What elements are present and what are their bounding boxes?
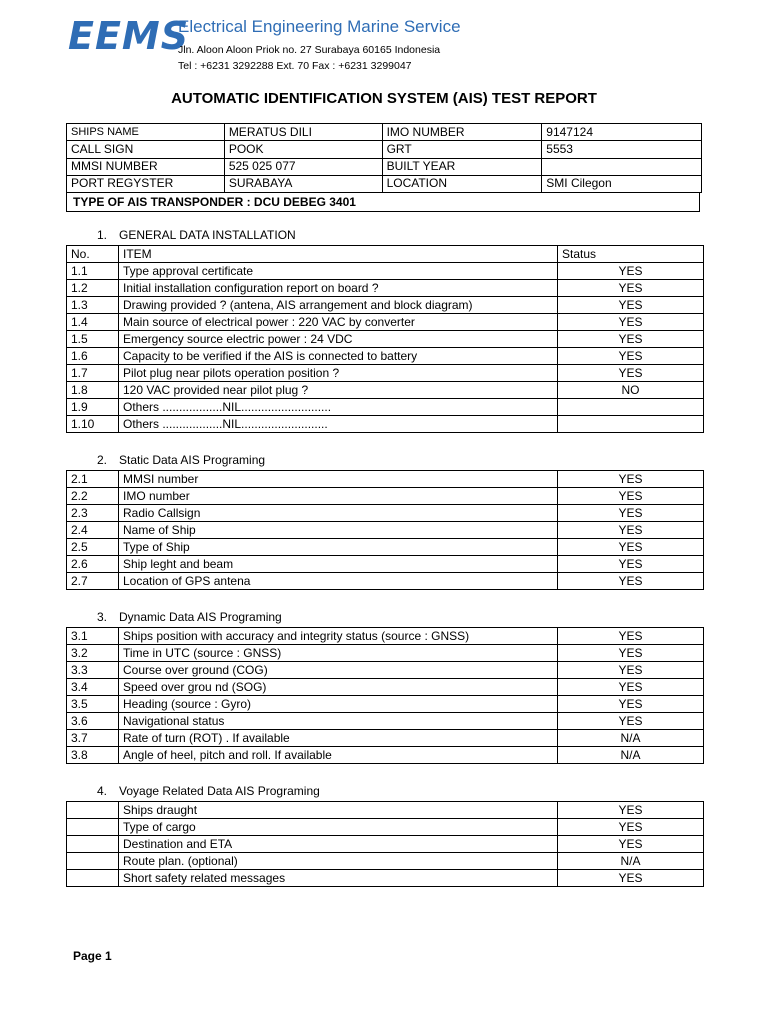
row-status: YES xyxy=(558,645,704,662)
table-header-row xyxy=(67,246,704,263)
row-status: YES xyxy=(558,505,704,522)
row-status: YES xyxy=(558,679,704,696)
ship-info-row xyxy=(67,158,702,175)
row-number: 2.3 xyxy=(67,505,119,522)
row-status: YES xyxy=(558,573,704,590)
table-row xyxy=(67,263,704,280)
row-item: Short safety related messages xyxy=(119,870,558,887)
section-number: 3. xyxy=(97,610,108,624)
table-row xyxy=(67,488,704,505)
row-number: 1.2 xyxy=(67,280,119,297)
section-title: Dynamic Data AIS Programing xyxy=(119,610,282,624)
row-status: N/A xyxy=(558,853,704,870)
row-item: Ships draught xyxy=(119,802,558,819)
section-title: Voyage Related Data AIS Programing xyxy=(119,784,320,798)
row-number xyxy=(67,870,119,887)
row-number: 1.6 xyxy=(67,348,119,365)
ship-info-label: PORT REGYSTER xyxy=(67,175,225,192)
row-number: 1.5 xyxy=(67,331,119,348)
table-row xyxy=(67,713,704,730)
section-heading xyxy=(97,453,265,467)
ship-info-row xyxy=(67,124,702,141)
row-number: 3.7 xyxy=(67,730,119,747)
ship-info-label: IMO NUMBER xyxy=(382,124,542,141)
row-number: 1.3 xyxy=(67,297,119,314)
row-status: YES xyxy=(558,348,704,365)
table-row xyxy=(67,870,704,887)
table-row xyxy=(67,802,704,819)
row-item: Navigational status xyxy=(119,713,558,730)
company-logo: EEMS xyxy=(68,14,190,58)
table-row xyxy=(67,314,704,331)
row-item: Type of Ship xyxy=(119,539,558,556)
table-row xyxy=(67,297,704,314)
row-item: Initial installation configuration report on board ? xyxy=(119,280,558,297)
row-item: Time in UTC (source : GNSS) xyxy=(119,645,558,662)
page-number: Page 1 xyxy=(73,949,112,963)
ship-info-label: GRT xyxy=(382,141,542,158)
company-contact: Tel : +6231 3292288 Ext. 70 Fax : +6231 3299047 xyxy=(178,60,412,72)
table-row xyxy=(67,853,704,870)
table-row xyxy=(67,505,704,522)
row-status: YES xyxy=(558,713,704,730)
table-row xyxy=(67,645,704,662)
section-heading xyxy=(97,228,296,242)
ship-info-value xyxy=(542,158,702,175)
table-row xyxy=(67,399,704,416)
row-status: YES xyxy=(558,488,704,505)
ship-info-value: 9147124 xyxy=(542,124,702,141)
section-title: GENERAL DATA INSTALLATION xyxy=(119,228,296,242)
row-status: YES xyxy=(558,314,704,331)
row-status: YES xyxy=(558,802,704,819)
ship-info-label: SHIPS NAME xyxy=(67,124,225,141)
row-status: YES xyxy=(558,870,704,887)
column-header-item: ITEM xyxy=(119,246,558,263)
ship-info-label: CALL SIGN xyxy=(67,141,225,158)
row-item: Speed over grou nd (SOG) xyxy=(119,679,558,696)
row-status: N/A xyxy=(558,747,704,764)
table-row xyxy=(67,819,704,836)
table-row xyxy=(67,539,704,556)
row-status: YES xyxy=(558,331,704,348)
ship-info-value: 5553 xyxy=(542,141,702,158)
table-row xyxy=(67,382,704,399)
ship-info-value: SMI Cilegon xyxy=(542,175,702,192)
row-item: Capacity to be verified if the AIS is connected to battery xyxy=(119,348,558,365)
section-number: 4. xyxy=(97,784,108,798)
table-row xyxy=(67,331,704,348)
table-row xyxy=(67,348,704,365)
row-number xyxy=(67,802,119,819)
column-header-status: Status xyxy=(558,246,704,263)
row-item: Drawing provided ? (antena, AIS arrangement and block diagram) xyxy=(119,297,558,314)
ship-info-value: 525 025 077 xyxy=(224,158,382,175)
row-status xyxy=(558,416,704,433)
row-number: 2.6 xyxy=(67,556,119,573)
ship-info-value: MERATUS DILI xyxy=(224,124,382,141)
row-number: 1.10 xyxy=(67,416,119,433)
table-row xyxy=(67,628,704,645)
section-number: 1. xyxy=(97,228,108,242)
row-item: Others ..................NIL.......................... xyxy=(119,416,558,433)
company-name: Electrical Engineering Marine Service xyxy=(178,17,461,36)
row-number: 1.7 xyxy=(67,365,119,382)
row-status: YES xyxy=(558,263,704,280)
table-row xyxy=(67,416,704,433)
row-number: 2.4 xyxy=(67,522,119,539)
row-number: 2.2 xyxy=(67,488,119,505)
row-status: YES xyxy=(558,280,704,297)
row-item: Type of cargo xyxy=(119,819,558,836)
table-row xyxy=(67,573,704,590)
row-status: NO xyxy=(558,382,704,399)
table-row xyxy=(67,471,704,488)
row-item: Route plan. (optional) xyxy=(119,853,558,870)
ship-info-label: MMSI NUMBER xyxy=(67,158,225,175)
row-item: Ship leght and beam xyxy=(119,556,558,573)
row-item: Location of GPS antena xyxy=(119,573,558,590)
ship-info-row xyxy=(67,141,702,158)
row-item: Ships position with accuracy and integrity status (source : GNSS) xyxy=(119,628,558,645)
table-row xyxy=(67,522,704,539)
row-item: Heading (source : Gyro) xyxy=(119,696,558,713)
row-item: Radio Callsign xyxy=(119,505,558,522)
table-row xyxy=(67,280,704,297)
row-status: YES xyxy=(558,522,704,539)
ship-info-table xyxy=(66,123,702,193)
table-row xyxy=(67,662,704,679)
row-status: N/A xyxy=(558,730,704,747)
row-status: YES xyxy=(558,696,704,713)
row-status: YES xyxy=(558,556,704,573)
transponder-type: TYPE OF AIS TRANSPONDER : DCU DEBEG 3401 xyxy=(66,192,700,212)
row-item: Destination and ETA xyxy=(119,836,558,853)
table-row xyxy=(67,556,704,573)
ship-info-value: POOK xyxy=(224,141,382,158)
report-title: AUTOMATIC IDENTIFICATION SYSTEM (AIS) TEST REPORT xyxy=(171,90,597,107)
dynamic-data-table xyxy=(66,627,704,764)
row-item: Pilot plug near pilots operation position ? xyxy=(119,365,558,382)
row-status: YES xyxy=(558,471,704,488)
row-status: YES xyxy=(558,365,704,382)
row-status: YES xyxy=(558,662,704,679)
row-item: Angle of heel, pitch and roll. If available xyxy=(119,747,558,764)
ship-info-label: LOCATION xyxy=(382,175,542,192)
ship-info-label: BUILT YEAR xyxy=(382,158,542,175)
company-address: Jln. Aloon Aloon Priok no. 27 Surabaya 60165 Indonesia xyxy=(178,44,441,56)
row-status: YES xyxy=(558,297,704,314)
table-row xyxy=(67,365,704,382)
row-item: Main source of electrical power : 220 VAC by converter xyxy=(119,314,558,331)
row-item: Rate of turn (ROT) . If available xyxy=(119,730,558,747)
row-number: 2.5 xyxy=(67,539,119,556)
row-item: Course over ground (COG) xyxy=(119,662,558,679)
voyage-data-table xyxy=(66,801,704,887)
row-status: YES xyxy=(558,836,704,853)
row-number: 3.5 xyxy=(67,696,119,713)
row-number xyxy=(67,836,119,853)
section-heading xyxy=(97,610,282,624)
row-item: MMSI number xyxy=(119,471,558,488)
section-heading xyxy=(97,784,320,798)
row-item: Others ..................NIL........................... xyxy=(119,399,558,416)
column-header-no: No. xyxy=(67,246,119,263)
row-number: 3.3 xyxy=(67,662,119,679)
row-number xyxy=(67,819,119,836)
row-item: IMO number xyxy=(119,488,558,505)
row-number: 3.1 xyxy=(67,628,119,645)
table-row xyxy=(67,730,704,747)
ship-info-value: SURABAYA xyxy=(224,175,382,192)
ship-info-row xyxy=(67,175,702,192)
row-status xyxy=(558,399,704,416)
row-number: 1.4 xyxy=(67,314,119,331)
row-number: 1.8 xyxy=(67,382,119,399)
static-data-table xyxy=(66,470,704,590)
row-status: YES xyxy=(558,539,704,556)
row-status: YES xyxy=(558,628,704,645)
section-number: 2. xyxy=(97,453,108,467)
section-title: Static Data AIS Programing xyxy=(119,453,266,467)
row-status: YES xyxy=(558,819,704,836)
row-item: Name of Ship xyxy=(119,522,558,539)
row-number: 2.7 xyxy=(67,573,119,590)
row-number xyxy=(67,853,119,870)
row-number: 3.4 xyxy=(67,679,119,696)
row-number: 3.2 xyxy=(67,645,119,662)
row-number: 1.9 xyxy=(67,399,119,416)
row-item: Type approval certificate xyxy=(119,263,558,280)
row-item: Emergency source electric power : 24 VDC xyxy=(119,331,558,348)
general-data-table xyxy=(66,245,704,433)
row-number: 2.1 xyxy=(67,471,119,488)
row-number: 3.6 xyxy=(67,713,119,730)
table-row xyxy=(67,679,704,696)
table-row xyxy=(67,696,704,713)
row-number: 3.8 xyxy=(67,747,119,764)
table-row xyxy=(67,836,704,853)
row-number: 1.1 xyxy=(67,263,119,280)
table-row xyxy=(67,747,704,764)
row-item: 120 VAC provided near pilot plug ? xyxy=(119,382,558,399)
